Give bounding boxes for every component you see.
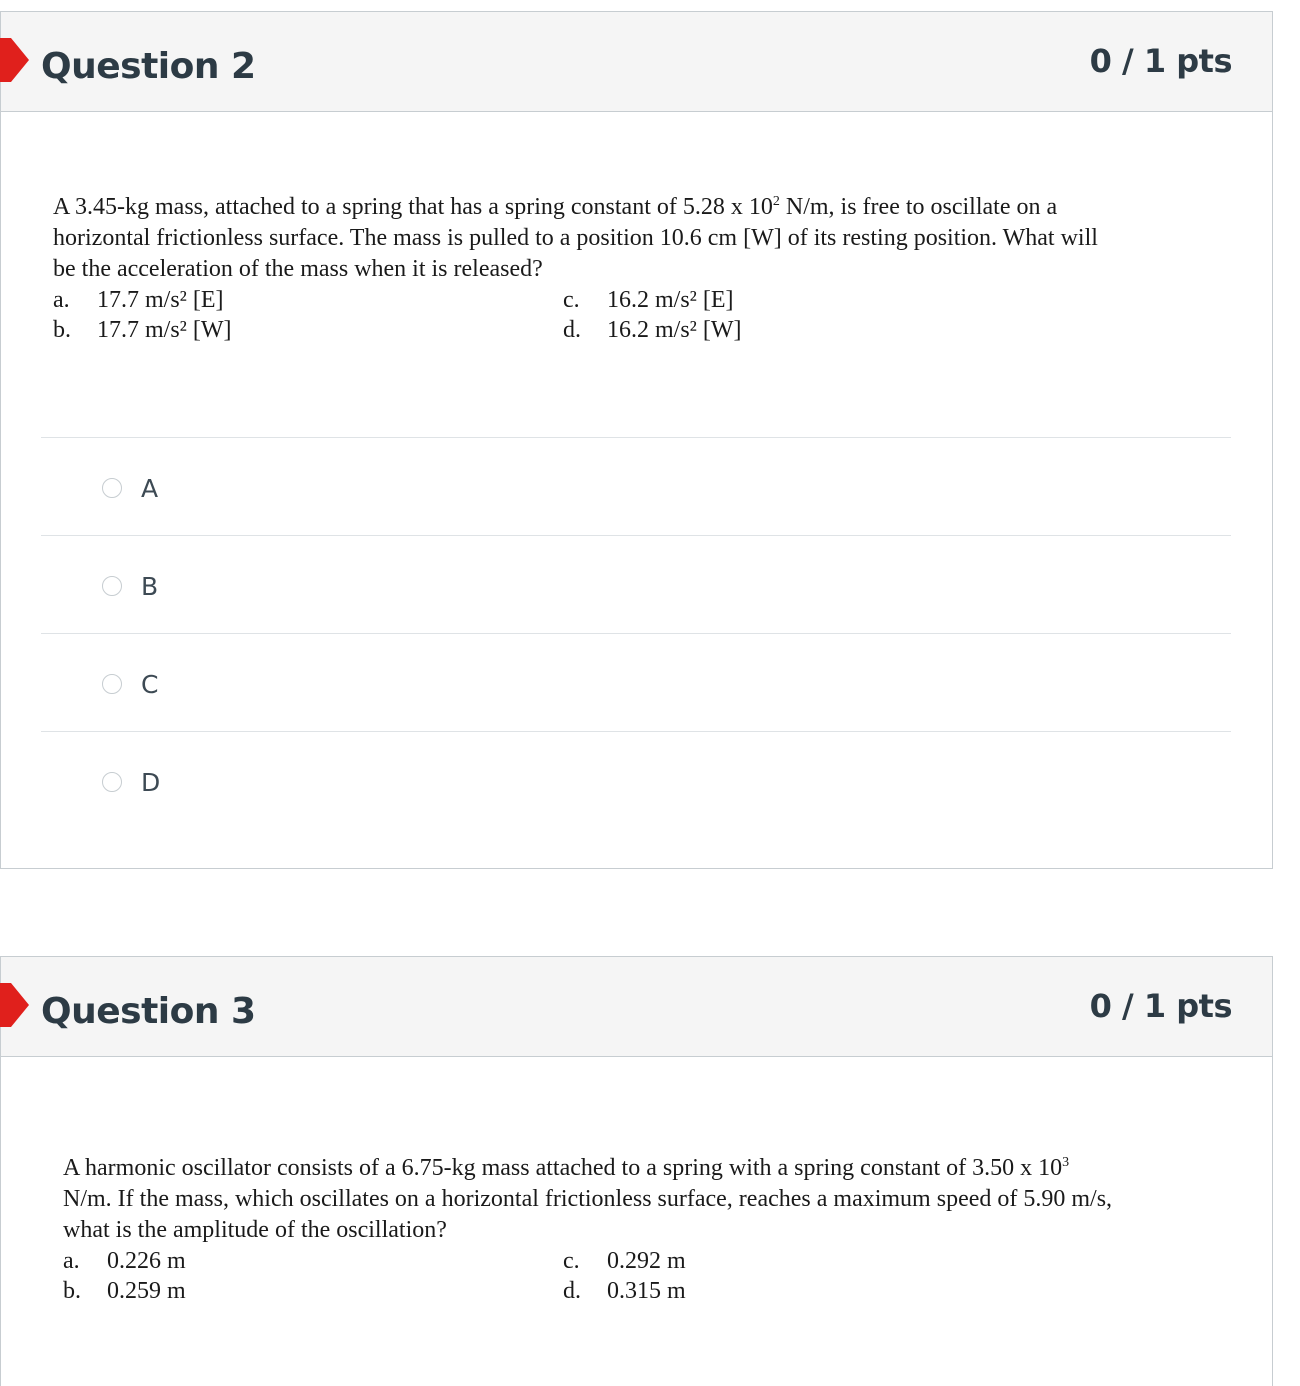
radio-button[interactable] bbox=[102, 772, 122, 792]
choice-b: b. 0.259 m bbox=[63, 1278, 186, 1304]
prompt-line: be the acceleration of the mass when it is released? bbox=[53, 256, 543, 282]
answer-label[interactable]: A bbox=[141, 474, 159, 503]
choice-a: a. 17.7 m/s² [E] bbox=[53, 287, 224, 313]
question-header bbox=[1, 957, 1272, 1057]
question-points: 0 / 1 pts bbox=[1089, 987, 1232, 1025]
answer-option-b[interactable] bbox=[41, 535, 1231, 633]
choice-list bbox=[53, 285, 1233, 345]
question-points: 0 / 1 pts bbox=[1089, 42, 1232, 80]
answer-list bbox=[41, 437, 1231, 829]
choice-a: a. 0.226 m bbox=[63, 1248, 186, 1274]
question-3-card bbox=[0, 956, 1273, 1386]
choice-list bbox=[63, 1246, 1233, 1306]
choice-b: b. 17.7 m/s² [W] bbox=[53, 317, 232, 343]
radio-button[interactable] bbox=[102, 576, 122, 596]
prompt-line: A 3.45-kg mass, attached to a spring that has a spring constant of 5.28 x $10^2$ N/m, is free to oscillate on a bbox=[53, 194, 1058, 220]
question-prompt bbox=[53, 192, 1233, 345]
question-title: Question 3 bbox=[41, 991, 256, 1032]
choice-c: c. 0.292 m bbox=[563, 1248, 686, 1274]
answer-label[interactable]: B bbox=[141, 572, 159, 601]
prompt-line: what is the amplitude of the oscillation? bbox=[63, 1217, 447, 1243]
choice-d: d. 0.315 m bbox=[563, 1278, 686, 1304]
flag-icon[interactable] bbox=[0, 34, 33, 86]
question-title: Question 2 bbox=[41, 46, 256, 87]
radio-button[interactable] bbox=[102, 674, 122, 694]
radio-button[interactable] bbox=[102, 478, 122, 498]
question-prompt bbox=[63, 1153, 1233, 1306]
flag-icon[interactable] bbox=[0, 979, 33, 1031]
answer-label[interactable]: C bbox=[141, 670, 159, 699]
prompt-line: horizontal frictionless surface. The mass is pulled to a position 10.6 cm [W] of its resting position. What will bbox=[53, 225, 1098, 251]
prompt-line: N/m. If the mass, which oscillates on a horizontal frictionless surface, reaches a maximum speed of 5.90 m/s, bbox=[63, 1186, 1113, 1212]
prompt-line: A harmonic oscillator consists of a 6.75-kg mass attached to a spring with a spring constant of 3.50 x $10^3$ bbox=[63, 1155, 1070, 1181]
question-2-card bbox=[0, 11, 1273, 869]
answer-option-d[interactable] bbox=[41, 731, 1231, 829]
choice-d: d. 16.2 m/s² [W] bbox=[563, 317, 742, 343]
question-header bbox=[1, 12, 1272, 112]
answer-option-c[interactable] bbox=[41, 633, 1231, 731]
answer-label[interactable]: D bbox=[141, 768, 161, 797]
choice-c: c. 16.2 m/s² [E] bbox=[563, 287, 734, 313]
answer-option-a[interactable] bbox=[41, 437, 1231, 535]
